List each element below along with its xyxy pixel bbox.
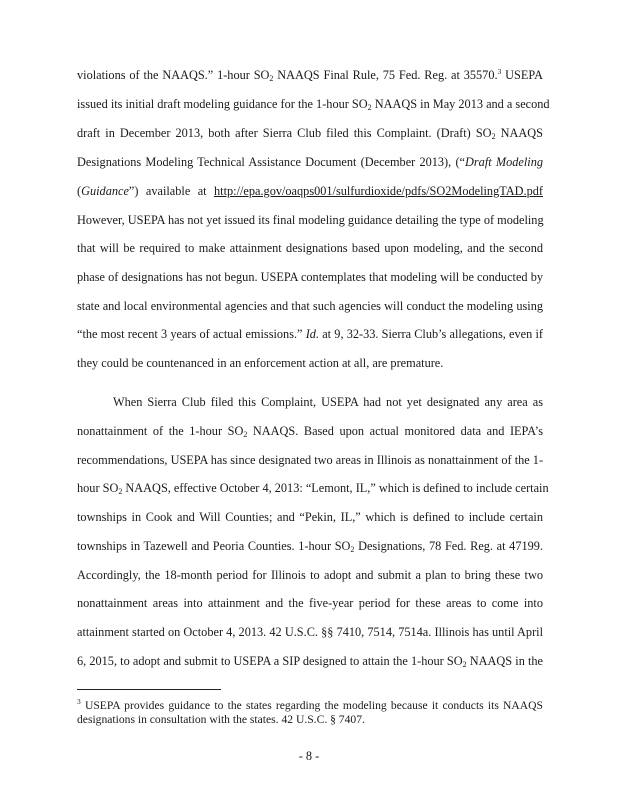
body-line: hour $SO_2$ NAAQS, effective October 4, 2013: “Lemont, IL,” which is defined to include certain xyxy=(77,481,549,496)
body-line: When Sierra Club filed this Complaint, USEPA had not yet designated any area as xyxy=(113,395,543,409)
body-line: However, USEPA has not yet issued its final modeling guidance detailing the type of modeling xyxy=(77,213,544,227)
body-line: that will be required to make attainment designations based upon modeling, and the second xyxy=(77,241,543,255)
body-line: phase of designations has not begun. USEPA contemplates that modeling will be conducted by xyxy=(77,270,543,284)
body-line: Accordingly, the 18-month period for Illinois to adopt and submit a plan to bring these two xyxy=(77,568,543,582)
body-line: recommendations, USEPA has since designated two areas in Illinois as nonattainment of the 1- xyxy=(77,453,544,467)
footnote-divider xyxy=(77,689,221,690)
body-line: “the most recent 3 years of actual emissions.” Id. at 9, 32-33. Sierra Club’s allegations, even if xyxy=(77,327,543,341)
body-line: 6, 2015, to adopt and submit to USEPA a SIP designed to attain the 1-hour $SO_2$ NAAQS in the xyxy=(77,654,543,669)
body-line: state and local environmental agencies and that such agencies will conduct the modeling using xyxy=(77,299,543,313)
body-line: draft in December 2013, both after Sierra Club filed this Complaint. (Draft) $SO_2$ NAAQS xyxy=(77,126,544,141)
footnote-marker: 3 xyxy=(77,697,81,706)
body-line: nonattainment areas into attainment and the five-year period for these areas to come into xyxy=(77,596,543,610)
body-line: townships in Cook and Will Counties; and “Pekin, IL,” which is defined to include certain xyxy=(77,510,543,524)
footnote-line: $^3$ USEPA provides guidance to the states regarding the modeling because it conducts its NAAQS xyxy=(77,697,543,712)
body-line: (Guidance”) available at http://epa.gov/oaqps001/sulfurdioxide/pdfs/SO2ModelingTAD.pdf xyxy=(77,184,543,198)
body-line: nonattainment of the 1-hour $SO_2$ NAAQS. Based upon actual monitored data and IEPA’s xyxy=(77,424,543,439)
body-line: townships in Tazewell and Peoria Counties. 1-hour $SO_2$ Designations, 78 Fed. Reg. at 47199. xyxy=(77,539,543,554)
page-number: - 8 - xyxy=(298,749,320,763)
guidance-link[interactable]: http://epa.gov/oaqps001/sulfurdioxide/pdfs/SO2ModelingTAD.pdf xyxy=(214,184,543,198)
body-line: Designations Modeling Technical Assistance Document (December 2013), (“Draft Modeling xyxy=(77,155,543,169)
body-line: issued its initial draft modeling guidance for the 1-hour $SO_2$ NAAQS in May 2013 and a second xyxy=(77,97,550,112)
body-line: violations of the NAAQS.” 1-hour $SO_2$ NAAQS Final Rule, 75 Fed. Reg. at 35570.$^3$ USEPA xyxy=(77,67,543,83)
footnote-line: designations in consultation with the states. 42 U.S.C. § 7407. xyxy=(77,713,365,726)
footnote-ref: 3 xyxy=(497,67,502,76)
body-line: they could be countenanced in an enforcement action at all, are premature. xyxy=(77,356,444,370)
body-line: attainment started on October 4, 2013. 42 U.S.C. §§ 7410, 7514, 7514a. Illinois has until April xyxy=(77,625,543,639)
